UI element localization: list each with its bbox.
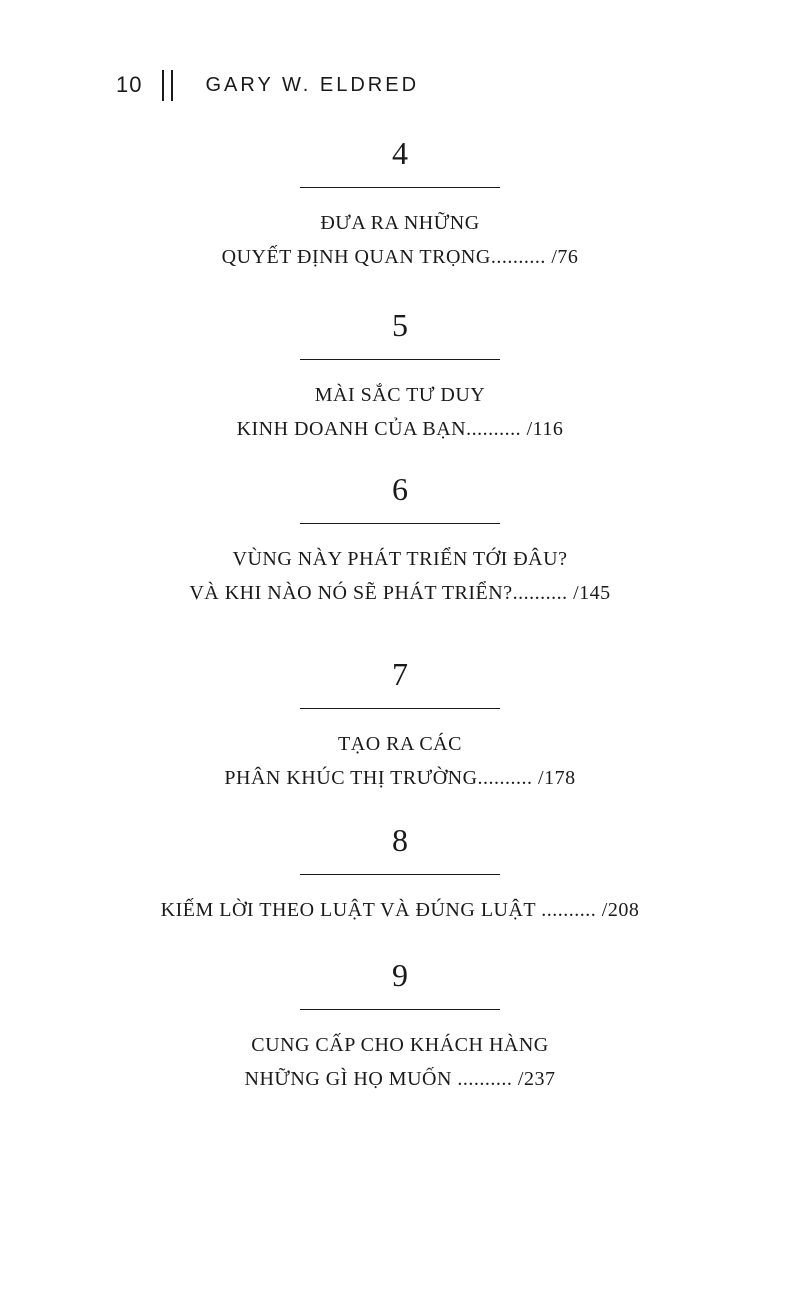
chapter-rule — [300, 1009, 500, 1010]
chapter-entry-6 — [0, 469, 800, 610]
chapter-entry-5 — [0, 305, 800, 446]
chapter-title-line: MÀI SẮC TƯ DUY — [314, 384, 486, 406]
chapter-title-line: KINH DOANH CỦA BẠN.......... /116 — [236, 418, 564, 440]
chapter-title-line: KIẾM LỜI THEO LUẬT VÀ ĐÚNG LUẬT .......... /208 — [160, 899, 640, 921]
chapter-entry-7 — [0, 654, 800, 795]
chapter-entry-8 — [0, 820, 800, 927]
chapter-title-line: QUYẾT ĐỊNH QUAN TRỌNG.......... /76 — [221, 246, 579, 268]
chapter-title-line: ĐƯA RA NHỮNG — [320, 212, 480, 234]
chapter-entry-4 — [0, 133, 800, 274]
chapter-title-line: VÀ KHI NÀO NÓ SẼ PHÁT TRIỂN?.......... /145 — [189, 582, 611, 604]
chapter-entry-9 — [0, 955, 800, 1096]
chapter-title — [0, 1028, 800, 1096]
author-name: GARY W. ELDRED — [205, 73, 420, 96]
chapter-number: 5 — [392, 307, 408, 343]
page-number: 10 — [116, 72, 143, 97]
chapter-number: 4 — [392, 135, 408, 171]
chapter-rule — [300, 359, 500, 360]
chapter-title — [0, 893, 800, 927]
chapter-title-line: CUNG CẤP CHO KHÁCH HÀNG — [251, 1034, 549, 1056]
running-head — [116, 68, 419, 102]
chapter-title-line: TẠO RA CÁC — [338, 733, 462, 755]
chapter-title — [0, 542, 800, 610]
chapter-title-line: NHỮNG GÌ HỌ MUỐN .......... /237 — [244, 1068, 556, 1090]
chapter-title-line: VÙNG NÀY PHÁT TRIỂN TỚI ĐÂU? — [232, 548, 568, 570]
chapter-title — [0, 378, 800, 446]
chapter-title-line: PHÂN KHÚC THỊ TRƯỜNG.......... /178 — [224, 767, 576, 789]
chapter-number: 7 — [392, 656, 408, 692]
chapter-number: 8 — [392, 822, 408, 858]
double-bar-divider — [162, 70, 173, 101]
chapter-rule — [300, 874, 500, 875]
chapter-number: 9 — [392, 957, 408, 993]
chapter-rule — [300, 187, 500, 188]
chapter-title — [0, 727, 800, 795]
chapter-rule — [300, 708, 500, 709]
chapter-title — [0, 206, 800, 274]
chapter-rule — [300, 523, 500, 524]
chapter-number: 6 — [392, 471, 408, 507]
